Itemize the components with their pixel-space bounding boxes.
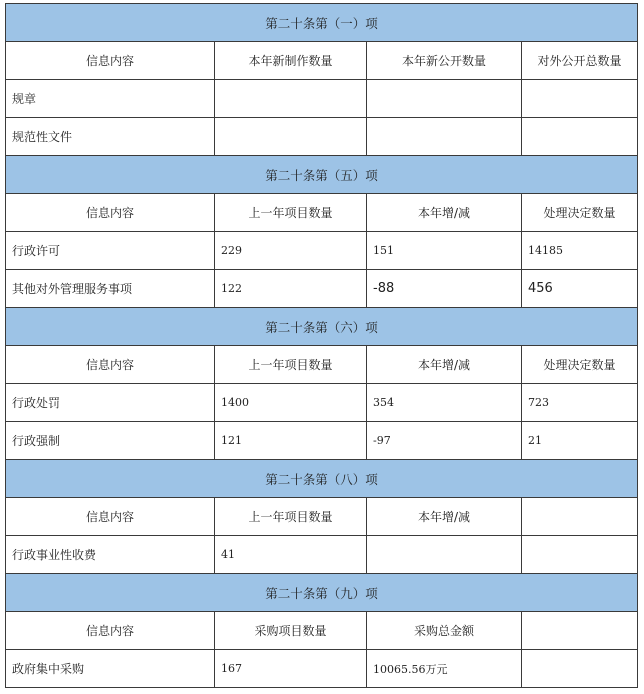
row-label: 行政许可 (6, 232, 215, 270)
decisions-cell: 21 (522, 422, 638, 460)
row-label: 政府集中采购 (6, 650, 215, 688)
table-row (6, 536, 638, 574)
table-cell (522, 498, 638, 536)
column-header: 本年增/减 (367, 346, 522, 384)
row-label: 行政事业性收费 (6, 536, 215, 574)
table-row (6, 80, 638, 118)
column-header: 本年增/减 (367, 498, 522, 536)
table-row (6, 422, 638, 460)
table-row (6, 232, 638, 270)
column-header: 本年新公开数量 (367, 42, 522, 80)
table-cell (367, 80, 522, 118)
delta-cell: 151 (367, 232, 522, 270)
column-header: 处理决定数量 (522, 194, 638, 232)
row-label: 规章 (6, 80, 215, 118)
delta-cell: -88 (367, 270, 522, 308)
column-header: 对外公开总数量 (522, 42, 638, 80)
column-header-row (6, 498, 638, 536)
table-row (6, 650, 638, 688)
prev-count-cell: 122 (215, 270, 367, 308)
column-header-row (6, 194, 638, 232)
column-header: 上一年项目数量 (215, 498, 367, 536)
section-header (6, 574, 638, 612)
column-header: 本年新制作数量 (215, 42, 367, 80)
column-header-row (6, 42, 638, 80)
column-header: 采购总金额 (367, 612, 522, 650)
table-cell (367, 536, 522, 574)
purchase-amount-cell: 10065.56万元 (367, 650, 522, 688)
section-header (6, 308, 638, 346)
section-header (6, 156, 638, 194)
row-label: 其他对外管理服务事项 (6, 270, 215, 308)
prev-count-cell: 1400 (215, 384, 367, 422)
decisions-cell: 723 (522, 384, 638, 422)
table-row (6, 384, 638, 422)
column-header: 采购项目数量 (215, 612, 367, 650)
prev-count-cell: 229 (215, 232, 367, 270)
delta-cell: -97 (367, 422, 522, 460)
table-row (6, 270, 638, 308)
row-label: 行政处罚 (6, 384, 215, 422)
table-cell (522, 612, 638, 650)
column-header: 信息内容 (6, 42, 215, 80)
table-row (6, 118, 638, 156)
decisions-cell: 456 (522, 270, 638, 308)
column-header-row (6, 346, 638, 384)
column-header: 上一年项目数量 (215, 346, 367, 384)
column-header: 本年增/减 (367, 194, 522, 232)
section-title: 第二十条第（六）项 (6, 308, 638, 346)
delta-cell: 354 (367, 384, 522, 422)
decisions-cell: 14185 (522, 232, 638, 270)
purchase-count-cell: 167 (215, 650, 367, 688)
section-title: 第二十条第（五）项 (6, 156, 638, 194)
row-label: 行政强制 (6, 422, 215, 460)
column-header-row (6, 612, 638, 650)
table-cell (522, 118, 638, 156)
section-header (6, 4, 638, 42)
column-header: 信息内容 (6, 346, 215, 384)
column-header: 信息内容 (6, 194, 215, 232)
table-cell (215, 80, 367, 118)
column-header: 信息内容 (6, 612, 215, 650)
prev-count-cell: 121 (215, 422, 367, 460)
column-header: 上一年项目数量 (215, 194, 367, 232)
table-cell (522, 80, 638, 118)
row-label: 规范性文件 (6, 118, 215, 156)
table-cell (522, 536, 638, 574)
section-title: 第二十条第（八）项 (6, 460, 638, 498)
section-title: 第二十条第（一）项 (6, 4, 638, 42)
section-title: 第二十条第（九）项 (6, 574, 638, 612)
table-cell (522, 650, 638, 688)
column-header: 处理决定数量 (522, 346, 638, 384)
prev-count-cell: 41 (215, 536, 367, 574)
disclosure-table (5, 3, 638, 688)
column-header: 信息内容 (6, 498, 215, 536)
section-header (6, 460, 638, 498)
table-cell (215, 118, 367, 156)
table-cell (367, 118, 522, 156)
